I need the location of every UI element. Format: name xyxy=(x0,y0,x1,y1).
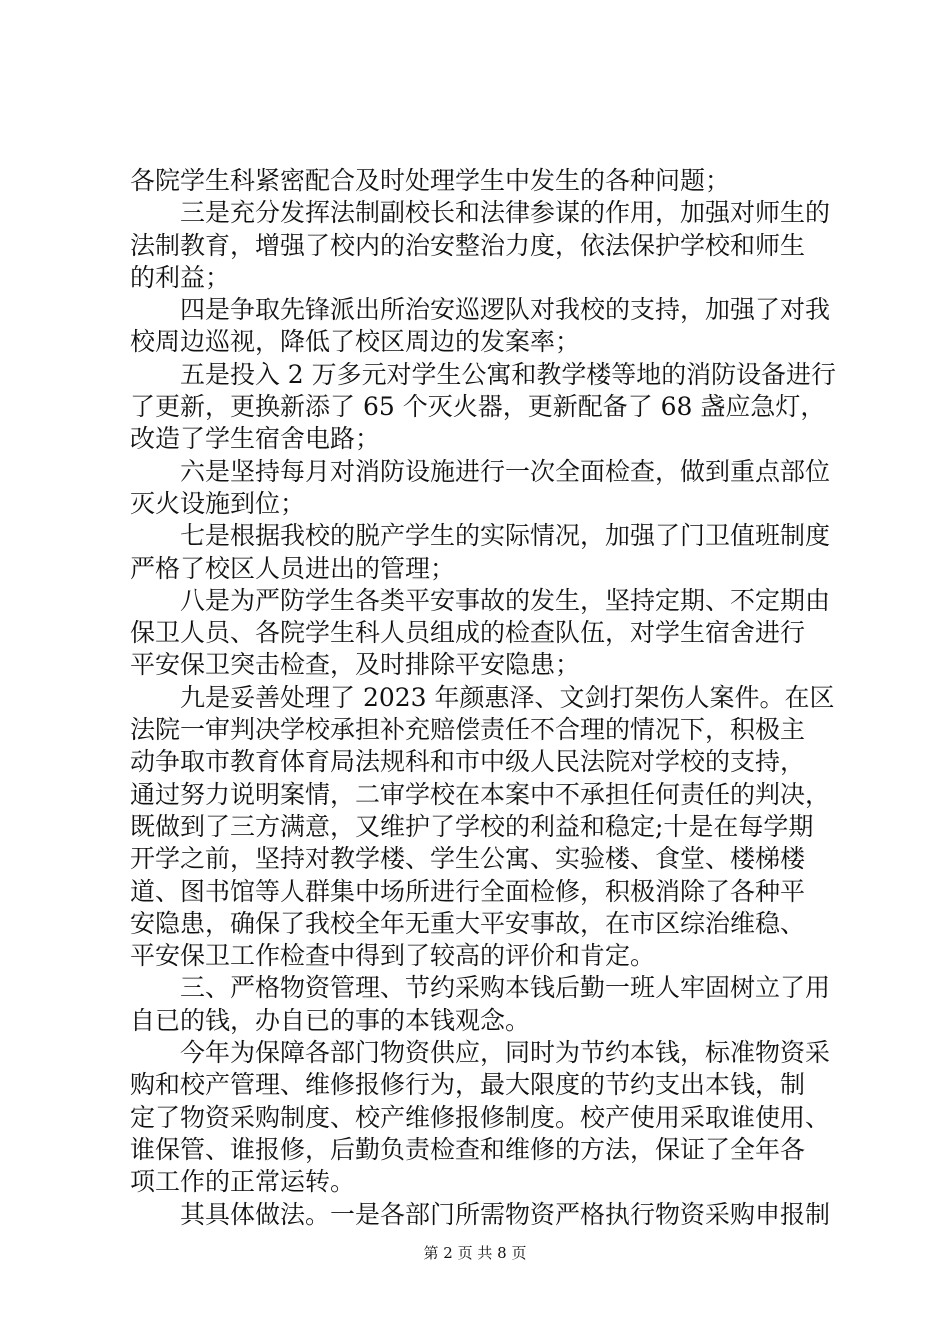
text-line: 六是坚持每月对消防设施进行一次全面检查，做到重点部位 xyxy=(180,456,831,486)
text-line: 各院学生科紧密配合及时处理学生中发生的各种问题； xyxy=(130,166,731,195)
text-line: 法制教育，增强了校内的治安整治力度，依法保护学校和师生 xyxy=(130,230,806,260)
text-line: 购和校产管理、维修报修行为，最大限度的节约支出本钱，制 xyxy=(130,1070,806,1100)
text-line: 校周边巡视，降低了校区周边的发案率； xyxy=(130,327,581,357)
text-line: 安隐患，确保了我校全年无重大平安事故，在市区综治维稳、 xyxy=(130,908,806,938)
text-line: 平安保卫突击检查，及时排除平安隐患； xyxy=(130,650,581,680)
text-line: 了更新，更换新添了 65 个灭火器，更新配备了 68 盏应急灯， xyxy=(130,392,826,422)
text-line: 今年为保障各部门物资供应，同时为节约本钱，标准物资采 xyxy=(180,1038,831,1068)
text-line: 项工作的正常运转。 xyxy=(130,1167,356,1197)
text-line: 定了物资采购制度、校产维修报修制度。校产使用采取谁使用、 xyxy=(130,1102,831,1132)
text-line: 三是充分发挥法制副校长和法律参谋的作用，加强对师生的 xyxy=(180,198,831,228)
text-line: 动争取市教育体育局法规科和市中级人民法院对学校的支持， xyxy=(130,747,806,777)
text-line: 五是投入 2 万多元对学生公寓和教学楼等地的消防设备进行 xyxy=(180,359,836,389)
text-line: 自已的钱，办自已的事的本钱观念。 xyxy=(130,1005,531,1035)
text-line: 三、严格物资管理、节约采购本钱后勤一班人牢固树立了用 xyxy=(180,973,831,1003)
text-line: 灭火设施到位； xyxy=(130,488,306,518)
text-line: 开学之前，坚持对教学楼、学生公寓、实验楼、食堂、楼梯楼 xyxy=(130,844,806,874)
text-line: 四是争取先锋派出所治安巡逻队对我校的支持，加强了对我 xyxy=(180,295,831,325)
page-footer: 第 2 页 共 8 页 xyxy=(423,1244,527,1262)
text-line: 的利益； xyxy=(130,262,231,292)
text-line: 谁保管、谁报修，后勤负责检查和维修的方法，保证了全年各 xyxy=(130,1134,806,1164)
document-body xyxy=(130,165,836,1231)
text-line: 保卫人员、各院学生科人员组成的检查队伍，对学生宿舍进行 xyxy=(130,618,806,648)
text-line: 法院一审判决学校承担补充赔偿责任不合理的情况下，积极主 xyxy=(130,715,806,745)
text-line: 通过努力说明案情，二审学校在本案中不承担任何责任的判决， xyxy=(130,779,831,809)
text-line: 八是为严防学生各类平安事故的发生，坚持定期、不定期由 xyxy=(180,585,831,615)
text-line: 改造了学生宿舍电路； xyxy=(130,424,381,454)
text-line: 九是妥善处理了 2023 年颜惠泽、文剑打架伤人案件。在区 xyxy=(180,682,835,712)
text-line: 七是根据我校的脱产学生的实际情况，加强了门卫值班制度 xyxy=(180,521,831,551)
text-line: 既做到了三方满意，又维护了学校的利益和稳定;十是在每学期 xyxy=(130,811,814,841)
text-line: 平安保卫工作检查中得到了较高的评价和肯定。 xyxy=(130,941,656,971)
text-line: 道、图书馆等人群集中场所进行全面检修，积极消除了各种平 xyxy=(130,876,806,906)
text-line: 其具体做法。一是各部门所需物资严格执行物资采购申报制 xyxy=(180,1199,831,1229)
text-line: 严格了校区人员进出的管理； xyxy=(130,553,456,583)
